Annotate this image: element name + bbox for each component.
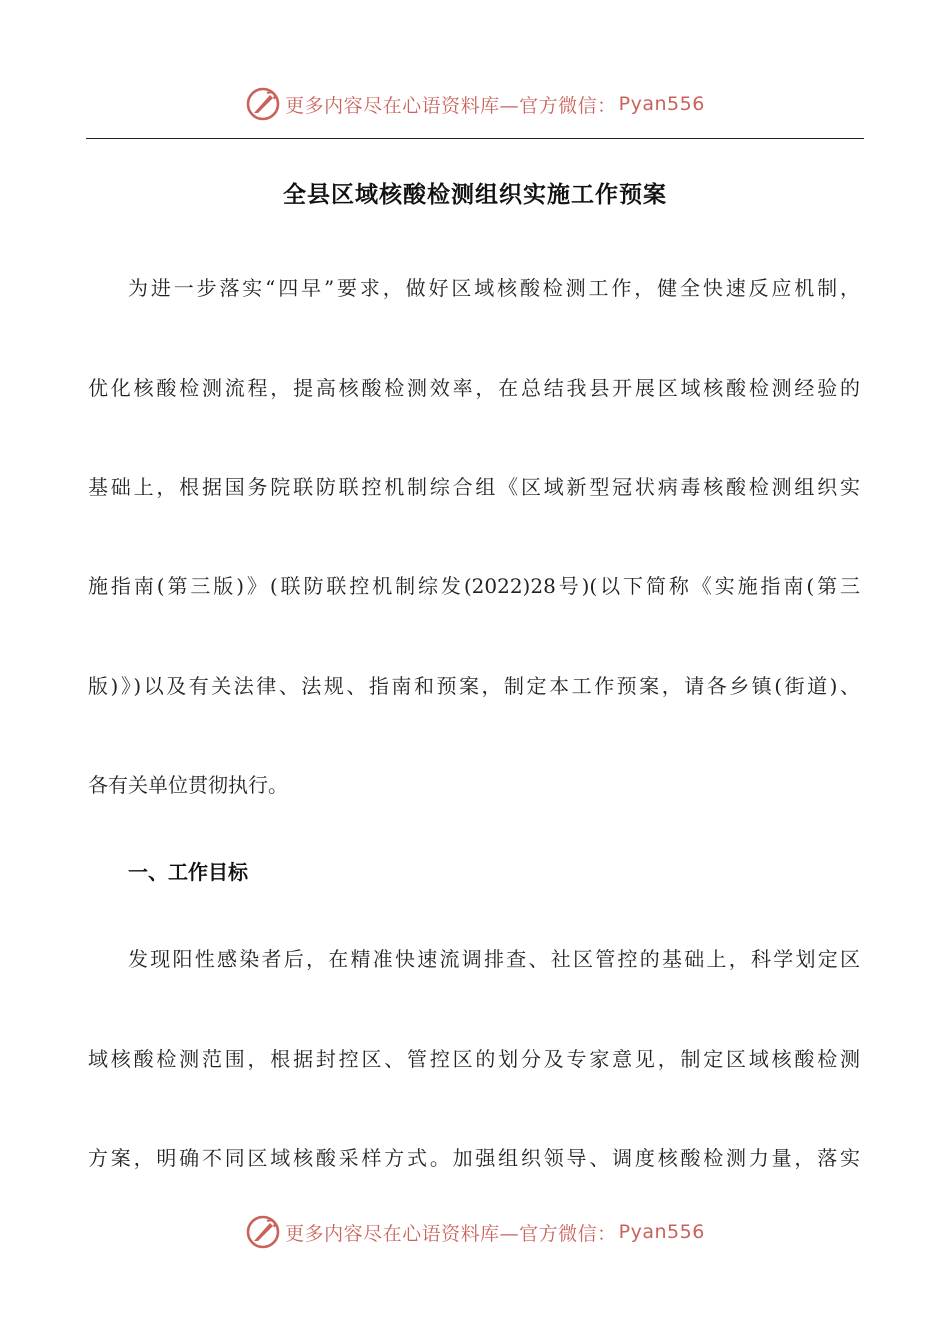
paragraph-line: 版)》)以及有关法律、法规、指南和预案，制定本工作预案，请各乡镇(街道)、 [88, 674, 860, 698]
paragraph-line: 施指南(第三版)》(联防联控机制综发(2022)28号)(以下简称《实施指南(第三 [88, 574, 860, 598]
section-heading: 一、工作目标 [128, 860, 248, 884]
watermark-text: 更多内容尽在心语资料库—官方微信： [285, 1222, 617, 1245]
paragraph-line: 方案，明确不同区域核酸采样方式。加强组织领导、调度核酸检测力量，落实 [88, 1146, 860, 1170]
watermark-text: 更多内容尽在心语资料库—官方微信： [285, 94, 617, 117]
quill-logo-icon [245, 86, 281, 122]
paragraph-line: 为进一步落实“四早”要求，做好区域核酸检测工作，健全快速反应机制， [128, 276, 860, 300]
header-divider [86, 138, 864, 139]
paragraph-line: 优化核酸检测流程，提高核酸检测效率，在总结我县开展区域核酸检测经验的 [88, 376, 860, 400]
document-title: 全县区域核酸检测组织实施工作预案 [283, 182, 667, 208]
quill-logo-icon [245, 1214, 281, 1250]
paragraph-line: 域核酸检测范围，根据封控区、管控区的划分及专家意见，制定区域核酸检测 [88, 1047, 860, 1071]
paragraph-line: 发现阳性感染者后，在精准快速流调排查、社区管控的基础上，科学划定区 [128, 947, 860, 971]
watermark-banner-top [0, 84, 950, 124]
paragraph-line: 各有关单位贯彻执行。 [88, 773, 288, 797]
watermark-wechat-id: Pyan556 [618, 1221, 705, 1243]
watermark-banner-bottom [0, 1212, 950, 1252]
watermark-wechat-id: Pyan556 [618, 93, 705, 115]
paragraph-line: 基础上，根据国务院联防联控机制综合组《区域新型冠状病毒核酸检测组织实 [88, 475, 860, 499]
